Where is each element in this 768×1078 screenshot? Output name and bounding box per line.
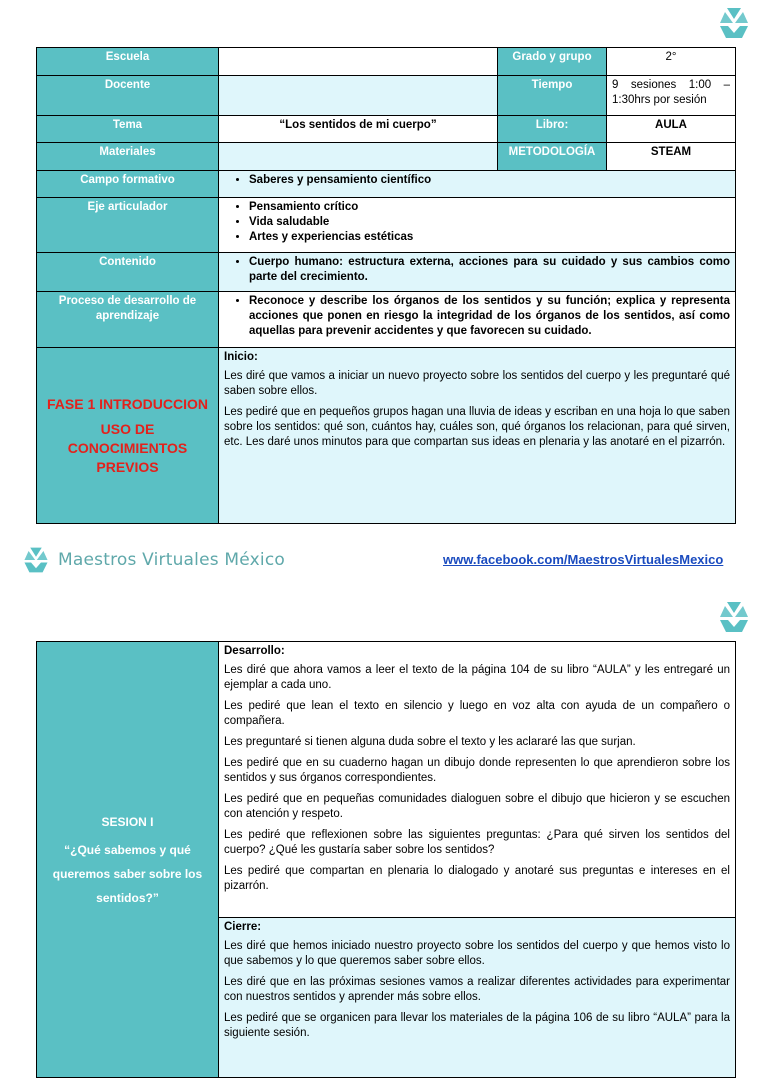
planning-header-table xyxy=(36,47,736,524)
docente-label: Docente xyxy=(37,76,219,116)
contenido-label: Contenido xyxy=(37,253,219,292)
materiales-label: Materiales xyxy=(37,143,219,171)
tiempo-value: 9 sesiones 1:00 – 1:30hrs por sesión xyxy=(607,76,736,116)
cierre-paragraph: Les diré que en las próximas sesiones vamos a realizar diferentes actividades para experimentar con nuestros sentidos y aprender más sobre ellos. xyxy=(224,976,730,1003)
sesion-question: “¿Qué sabemos y qué queremos saber sobre los sentidos?” xyxy=(52,842,203,905)
eje-label: Eje articulador xyxy=(37,198,219,253)
session-table xyxy=(36,641,736,1078)
facebook-link[interactable]: www.facebook.com/MaestrosVirtualesMexico xyxy=(443,552,724,567)
grado-label: Grado y grupo xyxy=(498,48,607,76)
proceso-item: • Reconoce y describe los órganos de los sentidos y su función; explica y representa acciones que ponen en riesgo la integridad de los órganos de los sentidos, así como aquellas para prevenir accidentes y que favorecen su cuidado. xyxy=(249,294,730,339)
cierre-title: Cierre: xyxy=(224,921,262,933)
desarrollo-paragraph: Les preguntaré si tienen alguna duda sobre el texto y les aclararé las que surjan. xyxy=(224,736,636,748)
desarrollo-title: Desarrollo: xyxy=(224,645,285,657)
desarrollo-paragraph: Les pediré que lean el texto en silencio y luego en voz alta con ayuda de un compañero o compañera. xyxy=(224,700,730,727)
campo-item: • Saberes y pensamiento científico xyxy=(249,173,730,188)
escuela-value xyxy=(219,48,498,76)
cierre-cell xyxy=(219,918,736,1078)
campo-label: Campo formativo xyxy=(37,171,219,198)
desarrollo-cell xyxy=(219,642,736,918)
libro-value: AULA xyxy=(607,116,736,143)
materiales-value xyxy=(219,143,498,171)
sesion-title: SESION I xyxy=(101,814,154,829)
brand-logo-icon xyxy=(718,600,750,634)
inicio-cell xyxy=(219,348,736,524)
cierre-paragraph: Les pediré que se organicen para llevar los materiales de la página 106 de su libro “AULA” para la siguiente sesión. xyxy=(224,1012,730,1039)
desarrollo-paragraph: Les pediré que en su cuaderno hagan un dibujo donde representen lo que aprendieron sobre los sentidos y sus órganos correspondientes. xyxy=(224,757,730,784)
fase-subtitle: USO DE CONOCIMIENTOS PREVIOS xyxy=(67,420,188,475)
fase-cell xyxy=(37,348,219,524)
grado-value: 2° xyxy=(607,48,736,76)
proceso-label: Proceso de desarrollo de aprendizaje xyxy=(37,292,219,348)
eje-value xyxy=(219,198,736,253)
eje-item: • Vida saludable xyxy=(249,215,730,230)
brand-logo-icon xyxy=(718,6,750,40)
contenido-value xyxy=(219,253,736,292)
footer-brand xyxy=(22,546,285,574)
desarrollo-paragraph: Les pediré que en pequeñas comunidades dialoguen sobre el dibujo que hicieron y se escuchen con atención y respeto. xyxy=(224,793,730,820)
footer-brand-name: Maestros Virtuales México xyxy=(58,550,285,570)
desarrollo-paragraph: Les pediré que compartan en plenaria lo dialogado y anotaré sus preguntas e intereses en el pizarrón. xyxy=(224,865,730,892)
fase-title: FASE 1 INTRODUCCION xyxy=(46,395,208,412)
desarrollo-paragraph: Les pediré que reflexionen sobre las siguientes preguntas: ¿Para qué sirven los sentidos del cuerpo? ¿Qué les gustaría saber sobre los sentidos? xyxy=(224,829,730,856)
docente-value xyxy=(219,76,498,116)
desarrollo-paragraph: Les diré que ahora vamos a leer el texto de la página 104 de su libro “AULA” y les entregaré un ejemplar a cada uno. xyxy=(224,664,730,691)
tiempo-label: Tiempo xyxy=(498,76,607,116)
campo-value xyxy=(219,171,736,198)
proceso-value xyxy=(219,292,736,348)
footer-logo-icon xyxy=(22,546,50,574)
contenido-item: • Cuerpo humano: estructura externa, acciones para su cuidado y sus cambios como parte del crecimiento. xyxy=(249,255,730,285)
metodologia-value: STEAM xyxy=(607,143,736,171)
libro-label: Libro: xyxy=(498,116,607,143)
inicio-paragraph: Les diré que vamos a iniciar un nuevo proyecto sobre los sentidos del cuerpo y les preguntaré qué saben sobre ellos. xyxy=(224,370,730,397)
eje-item: • Artes y experiencias estéticas xyxy=(249,230,730,245)
sesion-cell xyxy=(37,642,219,1078)
tema-value: “Los sentidos de mi cuerpo” xyxy=(219,116,498,143)
inicio-paragraph: Les pediré que en pequeños grupos hagan una lluvia de ideas y escriban en una hoja lo que saben sobre los sentidos: qué son, cuántos hay, cuáles son, qué órganos los relacionan, para qué sirven, etc. Les daré unos minutos para que compartan sus ideas en plenaria y las anotaré en el pizarrón. xyxy=(224,406,730,448)
metodologia-label: METODOLOGÍA xyxy=(498,143,607,171)
inicio-title: Inicio: xyxy=(224,351,258,363)
tema-label: Tema xyxy=(37,116,219,143)
cierre-paragraph: Les diré que hemos iniciado nuestro proyecto sobre los sentidos del cuerpo y que hemos visto lo que sabemos y lo que queremos saber sobre ellos. xyxy=(224,940,730,967)
escuela-label: Escuela xyxy=(37,48,219,76)
eje-item: • Pensamiento crítico xyxy=(249,200,730,215)
